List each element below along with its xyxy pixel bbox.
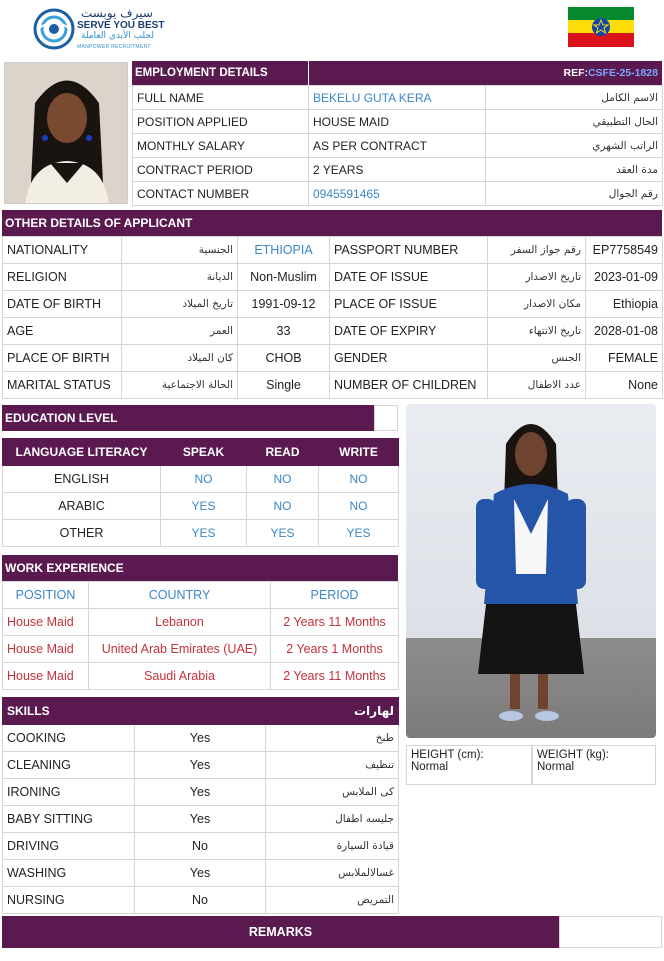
- employment-value: 0945591465: [309, 182, 486, 206]
- skill-arabic: كى الملابس: [266, 779, 399, 806]
- skill-name: NURSING: [3, 887, 135, 914]
- other-details-row: [3, 318, 663, 345]
- employment-row: [133, 134, 663, 158]
- education-level-title: EDUCATION LEVEL: [5, 411, 118, 425]
- other-details-row: [3, 264, 663, 291]
- logo-mark-icon: [33, 8, 75, 50]
- other-label: MARITAL STATUS: [3, 372, 122, 399]
- write-value: NO: [319, 466, 399, 493]
- employment-label: POSITION APPLIED: [133, 110, 309, 134]
- employment-row: [133, 86, 663, 110]
- skill-arabic: التمريض: [266, 887, 399, 914]
- height-value: Normal: [411, 761, 449, 773]
- other-details-title: OTHER DETAILS OF APPLICANT: [5, 216, 193, 230]
- company-logo: [33, 6, 163, 52]
- remarks-title: REMARKS: [248, 925, 313, 939]
- other-label-2: PASSPORT NUMBER: [330, 237, 488, 264]
- ethiopia-flag-icon: [568, 7, 634, 47]
- language-row: [3, 493, 399, 520]
- employment-arabic-label: الراتب الشهري: [486, 134, 663, 158]
- other-label-2: DATE OF EXPIRY: [330, 318, 488, 345]
- employment-arabic-label: مدة العقد: [486, 158, 663, 182]
- read-value: YES: [247, 520, 319, 547]
- skill-value: Yes: [135, 806, 266, 833]
- education-level-value-box: [374, 405, 398, 431]
- work-position: House Maid: [3, 609, 89, 636]
- other-label: AGE: [3, 318, 122, 345]
- speak-value: YES: [161, 520, 247, 547]
- applicant-full-body-photo: [406, 404, 656, 738]
- logo-tagline: MANPOWER RECRUITMENT: [77, 44, 151, 50]
- skills-table: [2, 697, 399, 914]
- write-value: YES: [319, 520, 399, 547]
- skill-name: WASHING: [3, 860, 135, 887]
- employment-details-table: [132, 85, 663, 206]
- skill-arabic: طبخ: [266, 725, 399, 752]
- work-country: Saudi Arabia: [89, 663, 271, 690]
- ref-label: REF:: [563, 67, 588, 79]
- skill-arabic: غسالالملابس: [266, 860, 399, 887]
- skill-name: BABY SITTING: [3, 806, 135, 833]
- employment-label: CONTACT NUMBER: [133, 182, 309, 206]
- other-value: 33: [238, 318, 330, 345]
- other-arabic-label: الديانة: [122, 264, 238, 291]
- work-experience-header: [2, 555, 398, 581]
- other-arabic-label-2: رقم جواز السفر: [488, 237, 586, 264]
- employment-label: FULL NAME: [133, 86, 309, 110]
- read-header: READ: [247, 439, 319, 466]
- skill-value: Yes: [135, 752, 266, 779]
- other-value-2: EP7758549: [586, 237, 663, 264]
- skill-row: [3, 752, 399, 779]
- employment-row: [133, 158, 663, 182]
- full-body-figure-icon: [406, 404, 656, 738]
- skill-row: [3, 887, 399, 914]
- other-value: 1991-09-12: [238, 291, 330, 318]
- work-position: House Maid: [3, 636, 89, 663]
- weight-label: WEIGHT (kg):: [537, 749, 609, 761]
- employment-arabic-label: الاسم الكامل: [486, 86, 663, 110]
- skill-name: DRIVING: [3, 833, 135, 860]
- other-arabic-label-2: تاريخ الانتهاء: [488, 318, 586, 345]
- language-literacy-table: [2, 438, 399, 547]
- employment-value: BEKELU GUTA KERA: [309, 86, 486, 110]
- language-row: [3, 520, 399, 547]
- employment-row: [133, 110, 663, 134]
- write-header: WRITE: [319, 439, 399, 466]
- other-details-row: [3, 237, 663, 264]
- other-value: Non-Muslim: [238, 264, 330, 291]
- other-value-2: Ethiopia: [586, 291, 663, 318]
- other-arabic-label-2: عدد الاطفال: [488, 372, 586, 399]
- education-level-header: [2, 405, 374, 431]
- other-value-2: None: [586, 372, 663, 399]
- work-country: United Arab Emirates (UAE): [89, 636, 271, 663]
- logo-name: SERVE YOU BEST: [77, 20, 165, 31]
- work-period: 2 Years 11 Months: [271, 663, 399, 690]
- other-value-2: 2023-01-09: [586, 264, 663, 291]
- country-header: COUNTRY: [89, 582, 271, 609]
- skill-value: No: [135, 833, 266, 860]
- other-arabic-label-2: تاريخ الاصدار: [488, 264, 586, 291]
- other-value-2: FEMALE: [586, 345, 663, 372]
- period-header: PERIOD: [271, 582, 399, 609]
- employment-details-header: [132, 61, 662, 85]
- skill-name: IRONING: [3, 779, 135, 806]
- other-label: PLACE OF BIRTH: [3, 345, 122, 372]
- work-period: 2 Years 1 Months: [271, 636, 399, 663]
- ref-value: CSFE-25-1828: [587, 67, 658, 79]
- skill-arabic: جليسه اطفال: [266, 806, 399, 833]
- language-name: ENGLISH: [3, 466, 161, 493]
- work-experience-row: [3, 663, 399, 690]
- other-label: NATIONALITY: [3, 237, 122, 264]
- speak-value: NO: [161, 466, 247, 493]
- employment-value: HOUSE MAID: [309, 110, 486, 134]
- employment-details-title: EMPLOYMENT DETAILS: [135, 67, 268, 79]
- other-arabic-label: كان الميلاد: [122, 345, 238, 372]
- skill-name: COOKING: [3, 725, 135, 752]
- applicant-portrait-photo: [4, 62, 128, 204]
- work-period: 2 Years 11 Months: [271, 609, 399, 636]
- work-experience-table: [2, 581, 399, 690]
- speak-header: SPEAK: [161, 439, 247, 466]
- other-label-2: GENDER: [330, 345, 488, 372]
- read-value: NO: [247, 493, 319, 520]
- work-experience-row: [3, 609, 399, 636]
- skill-row: [3, 806, 399, 833]
- employment-arabic-label: رقم الجوال: [486, 182, 663, 206]
- skill-row: [3, 725, 399, 752]
- other-arabic-label: الحالة الاجتماعية: [122, 372, 238, 399]
- height-label: HEIGHT (cm):: [411, 749, 484, 761]
- language-name: OTHER: [3, 520, 161, 547]
- employment-value: AS PER CONTRACT: [309, 134, 486, 158]
- other-label: RELIGION: [3, 264, 122, 291]
- other-label-2: NUMBER OF CHILDREN: [330, 372, 488, 399]
- position-header: POSITION: [3, 582, 89, 609]
- other-details-row: [3, 291, 663, 318]
- logo-arabic-sub: لجلب الأيدي العاملة: [81, 31, 154, 41]
- other-arabic-label-2: مكان الاصدار: [488, 291, 586, 318]
- employment-arabic-label: الحال التطبيقي: [486, 110, 663, 134]
- employment-label: MONTHLY SALARY: [133, 134, 309, 158]
- skills-arabic-title: لهارات: [266, 698, 399, 725]
- skill-value: Yes: [135, 725, 266, 752]
- other-value: Single: [238, 372, 330, 399]
- skill-row: [3, 833, 399, 860]
- other-arabic-label: تاريخ الميلاد: [122, 291, 238, 318]
- other-value: ETHIOPIA: [238, 237, 330, 264]
- read-value: NO: [247, 466, 319, 493]
- remarks-value-box: [559, 916, 662, 948]
- other-details-header: [2, 210, 662, 236]
- height-box: [406, 745, 532, 785]
- skill-value: No: [135, 887, 266, 914]
- other-arabic-label: العمر: [122, 318, 238, 345]
- work-position: House Maid: [3, 663, 89, 690]
- other-details-table: [2, 236, 663, 399]
- weight-box: [532, 745, 656, 785]
- write-value: NO: [319, 493, 399, 520]
- work-experience-row: [3, 636, 399, 663]
- lang-header: LANGUAGE LITERACY: [3, 439, 161, 466]
- employment-row: [133, 182, 663, 206]
- other-label-2: PLACE OF ISSUE: [330, 291, 488, 318]
- skill-arabic: تنظيف: [266, 752, 399, 779]
- other-arabic-label: الجنسية: [122, 237, 238, 264]
- other-arabic-label-2: الجنس: [488, 345, 586, 372]
- remarks-header: [2, 916, 559, 948]
- other-details-row: [3, 345, 663, 372]
- other-value-2: 2028-01-08: [586, 318, 663, 345]
- language-row: [3, 466, 399, 493]
- skills-title: SKILLS: [3, 698, 135, 725]
- speak-value: YES: [161, 493, 247, 520]
- employment-label: CONTRACT PERIOD: [133, 158, 309, 182]
- skill-value: Yes: [135, 779, 266, 806]
- weight-value: Normal: [537, 761, 575, 773]
- skill-arabic: قيادة السيارة: [266, 833, 399, 860]
- other-label: DATE OF BIRTH: [3, 291, 122, 318]
- portrait-figure-icon: [5, 63, 128, 204]
- skill-row: [3, 860, 399, 887]
- work-experience-title: WORK EXPERIENCE: [5, 561, 124, 575]
- logo-arabic: سيرف يوبست: [81, 6, 153, 20]
- other-details-row: [3, 372, 663, 399]
- skill-name: CLEANING: [3, 752, 135, 779]
- employment-value: 2 YEARS: [309, 158, 486, 182]
- skill-value: Yes: [135, 860, 266, 887]
- work-country: Lebanon: [89, 609, 271, 636]
- skill-row: [3, 779, 399, 806]
- language-name: ARABIC: [3, 493, 161, 520]
- other-label-2: DATE OF ISSUE: [330, 264, 488, 291]
- other-value: CHOB: [238, 345, 330, 372]
